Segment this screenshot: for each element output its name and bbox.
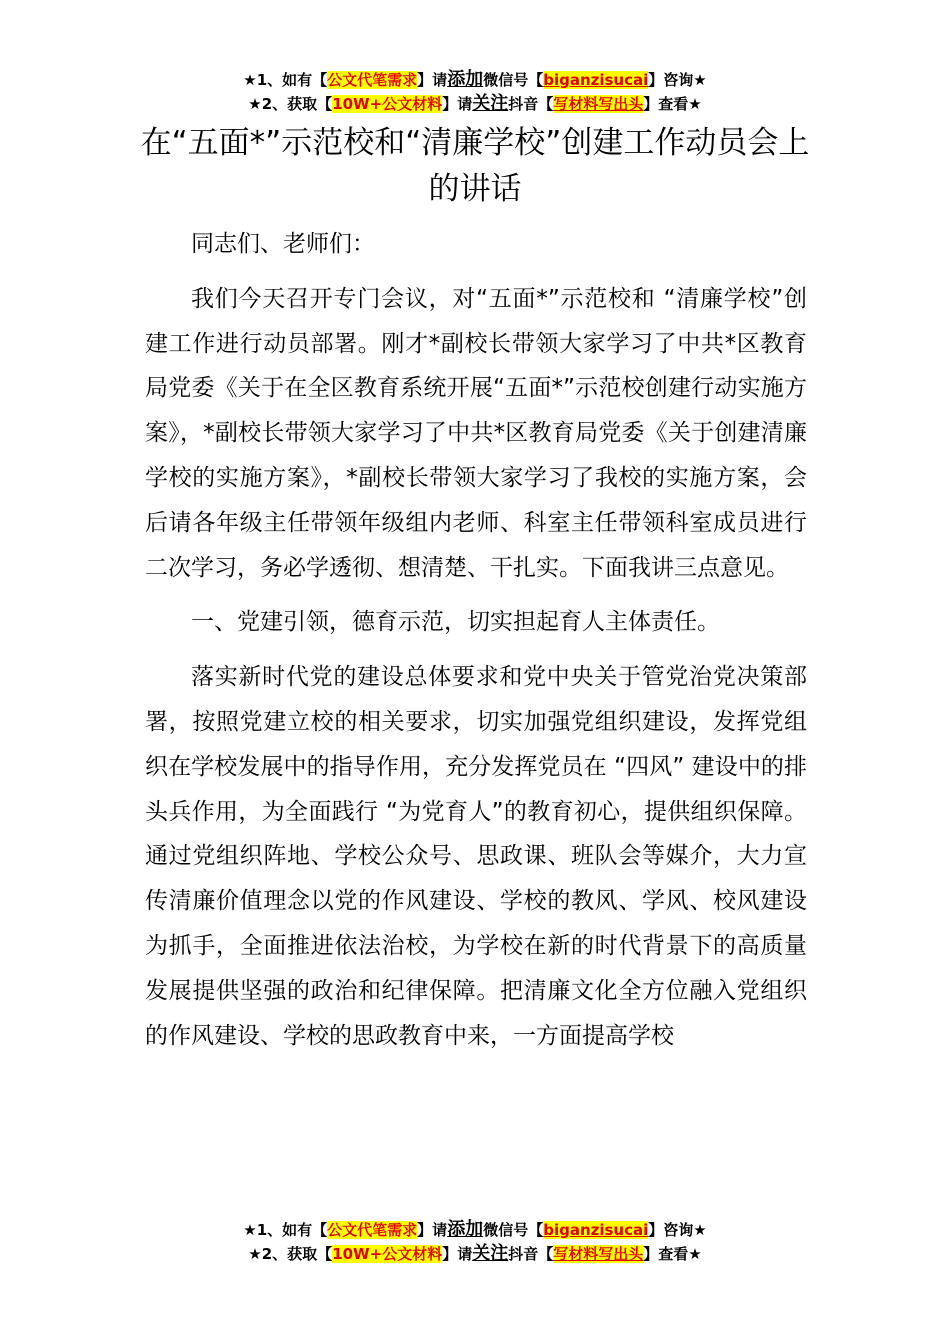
promo-footer: [0, 1218, 950, 1266]
promo-line-2: ★2、获取【10W+公文材料】请关注抖音【写材料写出头】查看★: [248, 93, 702, 114]
document-body: [145, 222, 807, 1068]
highlight: biganzisucai: [543, 1221, 649, 1239]
document-title: 在“五面*”示范校和“清廉学校”创建工作动员会上的讲话: [140, 125, 810, 207]
highlight: 公文代笔需求: [327, 71, 418, 89]
promo-line-1: ★1、如有【公文代笔需求】请添加微信号【biganzisucai】咨询★: [243, 1219, 707, 1240]
paragraph: 我们今天召开专门会议，对“五面*”示范校和 “清廉学校”创建工作进行动员部署。刚才*副校长带领大家学习了中共*区教育局党委《关于在全区教育系统开展“五面*”示范校创建行动实施方案》，*副校长带领大家学习了中共*区教育局党委《关于创建清廉学校的实施方案》，*副校长带领大家学习了我校的实施方案，会后请各年级主任带领年级组内老师、科室主任带领科室成员进行二次学习，务必学透彻、想清楚、干扎实。下面我讲三点意见。: [145, 285, 807, 581]
highlight: 10W+公文材料: [332, 95, 443, 113]
highlight: 公文代笔需求: [327, 1221, 418, 1239]
paragraph: 落实新时代党的建设总体要求和党中央关于管党治党决策部署，按照党建立校的相关要求，切实加强党组织建设，发挥党组织在学校发展中的指导作用，充分发挥党员在 “四风” 建设中的排头兵作用，为全面践行 “为党育人”的教育初心，提供组织保障。通过党组织阵地、学校公众号、思政课、班队会等媒介，大力宣传清廉价值理念以党的作风建设、学校的教风、学风、校风建设为抓手，全面推进依法治校，为学校在新的时代背景下的高质量发展提供坚强的政治和纪律保障。把清廉文化全方位融入党组织的作风建设、学校的思政教育中来，一方面提高学校: [145, 664, 807, 1049]
promo-line-1: ★1、如有【公文代笔需求】请添加微信号【biganzisucai】咨询★: [243, 69, 707, 90]
highlight: 写材料写出头: [553, 1245, 644, 1263]
promo-header: [0, 68, 950, 116]
highlight: 写材料写出头: [553, 95, 644, 113]
promo-line-2: ★2、获取【10W+公文材料】请关注抖音【写材料写出头】查看★: [248, 1243, 702, 1264]
highlight: biganzisucai: [543, 71, 649, 89]
highlight: 10W+公文材料: [332, 1245, 443, 1263]
salutation: 同志们、老师们：: [191, 231, 375, 257]
section-heading: 一、党建引领，德育示范，切实担起育人主体责任。: [191, 609, 720, 636]
